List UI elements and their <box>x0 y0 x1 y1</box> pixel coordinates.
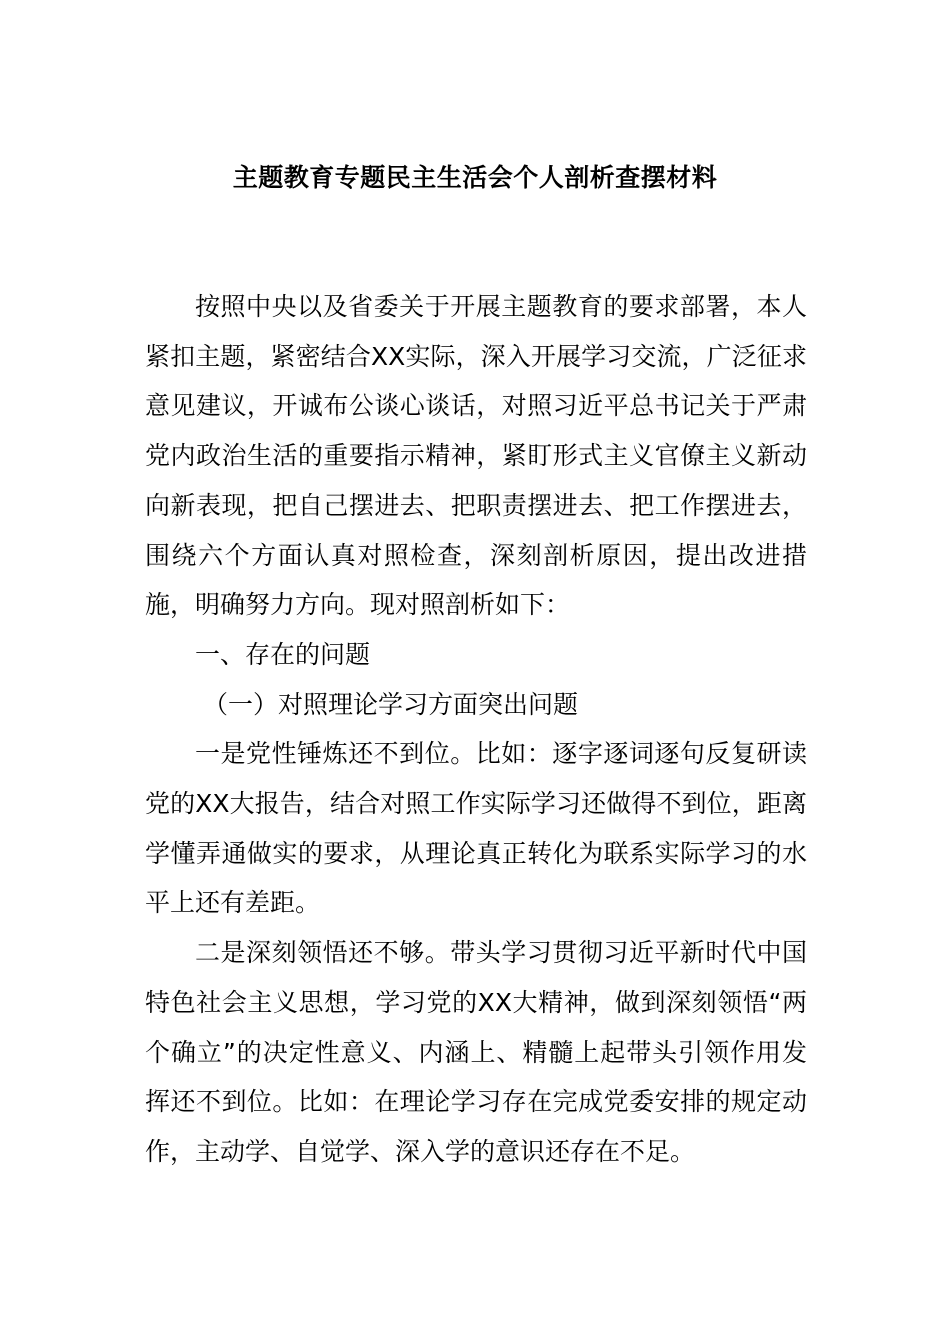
subsection-heading: （一）对照理论学习方面突出问题 <box>203 689 579 719</box>
paragraph-point-two: 二是深刻领悟还不够。带头学习贯彻习近平新时代中国特色社会主义思想，学习党的XX大精神，做到深刻领悟“两个确立”的决定性意义、内涵上、精髓上起带头引领作用发挥还不到位。比如：在理论学习存在完成党委安排的规定动作，主动学、自觉学、深入学的意识还存在不足。 <box>145 938 807 1166</box>
paragraph-point-one: 一是党性锤炼还不到位。比如：逐字逐词逐句反复研读党的XX大报告，结合对照工作实际学习还做得不到位，距离学懂弄通做实的要求，从理论真正转化为联系实际学习的水平上还有差距。 <box>145 739 807 918</box>
document-body <box>145 282 807 1177</box>
section-heading: 一、存在的问题 <box>195 639 371 669</box>
paragraph-intro: 按照中央以及省委关于开展主题教育的要求部署，本人紧扣主题，紧密结合XX实际，深入开展学习交流，广泛征求意见建议，开诚布公谈心谈话，对照习近平总书记关于严肃党内政治生活的重要指示精神，紧盯形式主义官僚主义新动向新表现，把自己摆进去、把职责摆进去、把工作摆进去，围绕六个方面认真对照检查，深刻剖析原因，提出改进措施，明确努力方向。现对照剖析如下： <box>145 292 807 620</box>
document-title: 主题教育专题民主生活会个人剖析查摆材料 <box>232 163 718 192</box>
